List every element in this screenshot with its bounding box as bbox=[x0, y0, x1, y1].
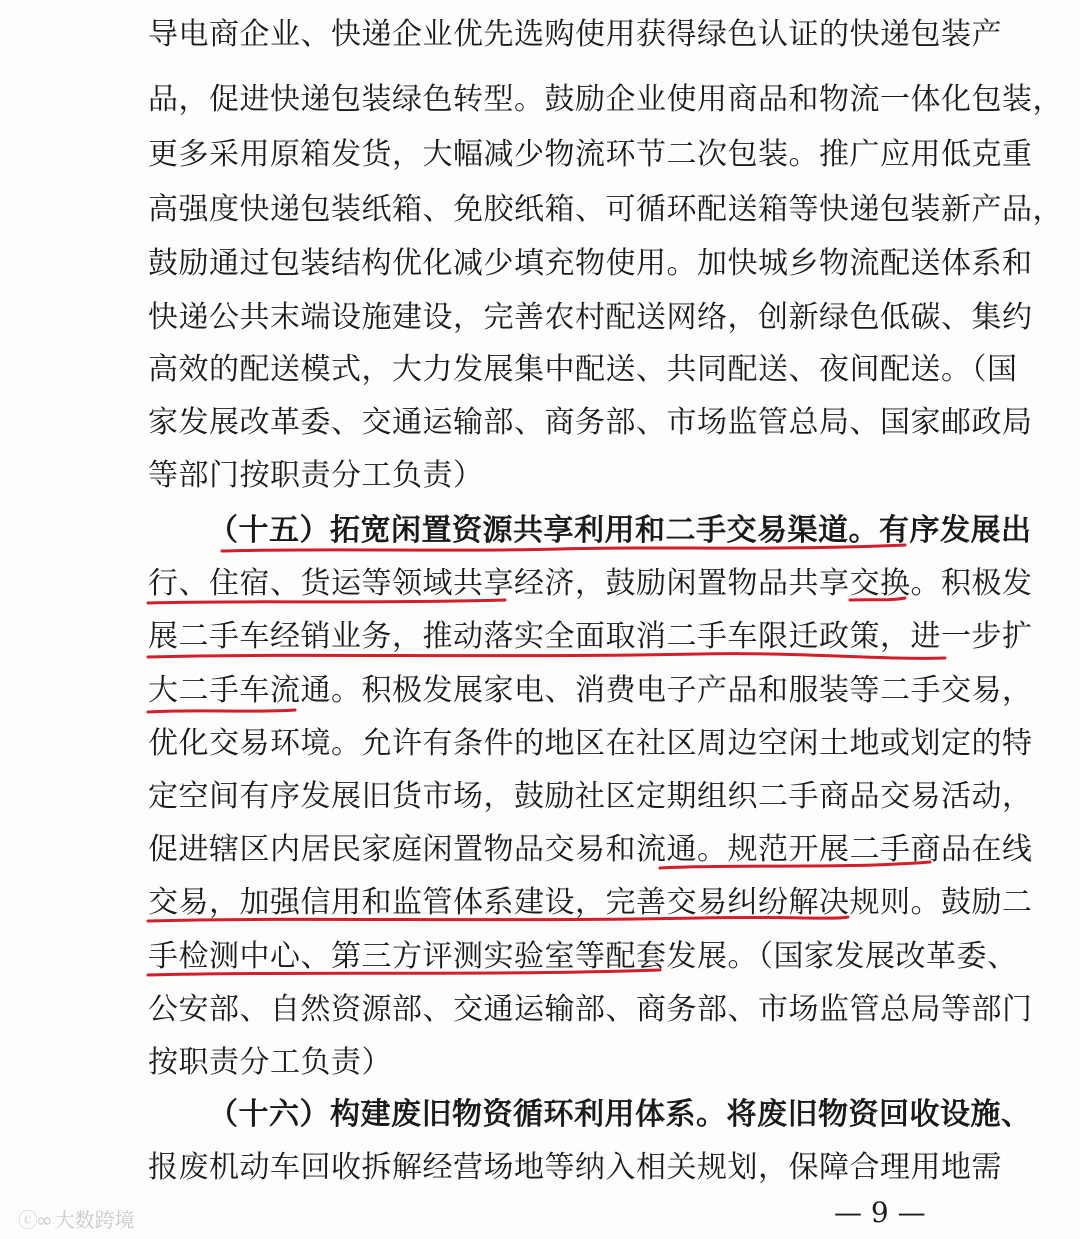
text-line: 报废机动车回收拆解经营场地等纳入相关规划，保障合理用地需 bbox=[148, 1150, 1002, 1185]
text-line: 家发展改革委、交通运输部、商务部、市场监管总局、国家邮政局 bbox=[148, 405, 1033, 440]
text-line: 按职责分工负责） bbox=[148, 1045, 392, 1080]
text-line: 等部门按职责分工负责） bbox=[148, 458, 484, 493]
underline-mark bbox=[148, 710, 295, 712]
text-line: 行、住宿、货运等领域共享经济，鼓励闲置物品共享交换。积极发 bbox=[148, 566, 1033, 601]
section-heading-15: （十五）拓宽闲置资源共享利用和二手交易渠道。有序发展出 bbox=[208, 513, 1032, 548]
text-line: 定空间有序发展旧货市场，鼓励社区定期组织二手商品交易活动， bbox=[148, 779, 1033, 814]
text-line: 优化交易环境。允许有条件的地区在社区周边空闲土地或划定的特 bbox=[148, 726, 1033, 761]
page-number: — 9 — bbox=[834, 1196, 926, 1229]
watermark-text: 大数跨境 bbox=[54, 1208, 135, 1232]
text-line: 交易，加强信用和监管体系建设，完善交易纠纷解决规则。鼓励二 bbox=[148, 885, 1033, 920]
text-line: 导电商企业、快递企业优先选购使用获得绿色认证的快递包装产 bbox=[148, 17, 1002, 52]
text-line: 大二手车流通。积极发展家电、消费电子产品和服装等二手交易， bbox=[148, 673, 1033, 708]
text-line: 促进辖区内居民家庭闲置物品交易和流通。规范开展二手商品在线 bbox=[148, 832, 1033, 867]
text-line: 品，促进快递包装绿色转型。鼓励企业使用商品和物流一体化包装， bbox=[148, 82, 1063, 117]
text-line: 快递公共末端设施建设，完善农村配送网络，创新绿色低碳、集约 bbox=[148, 300, 1033, 335]
text-line: 鼓励通过包装结构优化减少填充物使用。加快城乡物流配送体系和 bbox=[148, 246, 1033, 281]
text-line: 公安部、自然资源部、交通运输部、商务部、市场监管总局等部门 bbox=[148, 992, 1033, 1027]
text-line: 更多采用原箱发货，大幅减少物流环节二次包装。推广应用低克重 bbox=[148, 137, 1033, 172]
text-line: 展二手车经销业务，推动落实全面取消二手车限迁政策，进一步扩 bbox=[148, 619, 1033, 654]
text-line: 高效的配送模式，大力发展集中配送、共同配送、夜间配送。（国 bbox=[148, 352, 1018, 387]
text-line: 高强度快递包装纸箱、免胶纸箱、可循环配送箱等快递包装新产品， bbox=[148, 192, 1063, 227]
text-line: 手检测中心、第三方评测实验室等配套发展。（国家发展改革委、 bbox=[148, 939, 1018, 974]
section-heading-16: （十六）构建废旧物资循环利用体系。将废旧物资回收设施、 bbox=[208, 1097, 1032, 1132]
watermark bbox=[18, 1204, 135, 1233]
watermark-logo-icon: ⓒ∞ bbox=[18, 1208, 51, 1232]
